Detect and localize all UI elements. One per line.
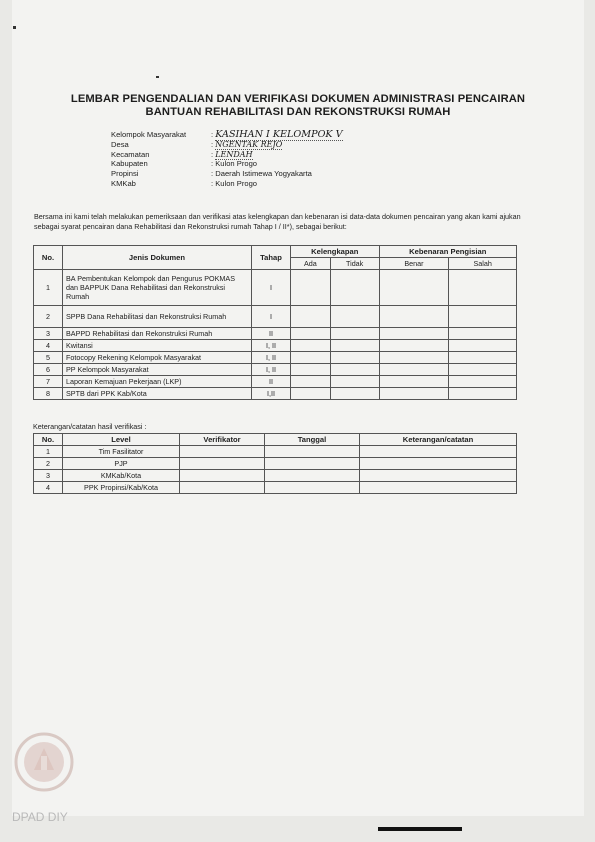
cell-keterangan xyxy=(360,470,517,482)
cell-benar xyxy=(379,376,449,388)
document-page xyxy=(12,0,584,816)
table-row xyxy=(34,306,517,328)
table-row xyxy=(34,328,517,340)
col-header-benar: Benar xyxy=(379,258,449,270)
cell-salah xyxy=(449,376,517,388)
cell-no: 2 xyxy=(34,306,63,328)
table-row xyxy=(34,388,517,400)
scan-speck xyxy=(156,76,159,78)
cell-document: Kwitansi xyxy=(63,340,252,352)
cell-salah xyxy=(449,306,517,328)
field-propinsi: Propinsi : Daerah Istimewa Yogyakarta xyxy=(111,169,312,179)
cell-tahap: I xyxy=(252,306,291,328)
verification-notes-table xyxy=(33,433,517,494)
col-header-verifikator: Verifikator xyxy=(180,434,265,446)
cell-no: 5 xyxy=(34,352,63,364)
cell-tahap: II xyxy=(252,328,291,340)
cell-verifikator xyxy=(180,446,265,458)
cell-document: PP Kelompok Masyarakat xyxy=(63,364,252,376)
cell-ada xyxy=(291,328,331,340)
cell-document: Laporan Kemajuan Pekerjaan (LKP) xyxy=(63,376,252,388)
col-header-no: No. xyxy=(34,246,63,270)
identity-fields xyxy=(111,130,343,189)
table-row xyxy=(34,458,517,470)
cell-no: 8 xyxy=(34,388,63,400)
scan-mark xyxy=(378,827,462,831)
col-header-jenis: Jenis Dokumen xyxy=(63,246,252,270)
cell-no: 4 xyxy=(34,482,63,494)
field-value-handwritten: LENDAH xyxy=(215,149,253,159)
scan-speck xyxy=(13,26,16,29)
col-header-keterangan: Keterangan/catatan xyxy=(360,434,517,446)
col-header-ada: Ada xyxy=(291,258,331,270)
field-desa: Desa : NGENTAK REJO xyxy=(111,139,283,149)
cell-tidak xyxy=(330,328,379,340)
cell-keterangan xyxy=(360,446,517,458)
cell-benar xyxy=(379,364,449,376)
cell-tahap: I xyxy=(252,270,291,306)
field-kecamatan: Kecamatan : LENDAH xyxy=(111,149,253,159)
cell-tanggal xyxy=(265,482,360,494)
field-label: KMKab xyxy=(111,178,136,188)
field-kmkab: KMKab : Kulon Progo xyxy=(111,178,258,188)
col-header-level: Level xyxy=(63,434,180,446)
table-row xyxy=(34,446,517,458)
cell-verifikator xyxy=(180,458,265,470)
cell-tahap: I, II xyxy=(252,364,291,376)
cell-tidak xyxy=(330,352,379,364)
cell-salah xyxy=(449,328,517,340)
col-header-tahap: Tahap xyxy=(252,246,291,270)
title-line-1: LEMBAR PENGENDALIAN DAN VERIFIKASI DOKUMEN ADMINISTRASI PENCAIRAN xyxy=(70,93,526,105)
field-kabupaten: Kabupaten : Kulon Progo xyxy=(111,159,258,169)
cell-ada xyxy=(291,270,331,306)
cell-verifikator xyxy=(180,470,265,482)
cell-level: PPK Propinsi/Kab/Kota xyxy=(63,482,180,494)
cell-document: BAPPD Rehabilitasi dan Rekonstruksi Rumah xyxy=(63,328,252,340)
cell-benar xyxy=(379,388,449,400)
cell-salah xyxy=(449,364,517,376)
table-row xyxy=(34,470,517,482)
cell-ada xyxy=(291,376,331,388)
cell-no: 1 xyxy=(34,446,63,458)
cell-document: SPPB Dana Rehabilitasi dan Rekonstruksi Rumah xyxy=(63,306,252,328)
cell-no: 4 xyxy=(34,340,63,352)
field-value: Daerah Istimewa Yogyakarta xyxy=(215,169,312,179)
cell-document: BA Pembentukan Kelompok dan Pengurus POKMAS dan BAPPUK Dana Rehabilitasi dan Rekonstruksi Rumah xyxy=(63,270,252,306)
col-header-no: No. xyxy=(34,434,63,446)
cell-tanggal xyxy=(265,446,360,458)
cell-benar xyxy=(379,352,449,364)
table-row xyxy=(34,352,517,364)
cell-tahap: I, II xyxy=(252,352,291,364)
cell-no: 6 xyxy=(34,364,63,376)
title-line-2: BANTUAN REHABILITASI DAN REKONSTRUKSI RUMAH xyxy=(145,106,451,118)
cell-keterangan xyxy=(360,458,517,470)
cell-tahap: I,II xyxy=(252,388,291,400)
cell-tanggal xyxy=(265,458,360,470)
field-value: Kulon Progo xyxy=(215,178,258,188)
col-header-tidak: Tidak xyxy=(330,258,379,270)
field-label: Kecamatan xyxy=(111,149,150,159)
table-row xyxy=(34,340,517,352)
field-value: Kulon Progo xyxy=(215,159,258,169)
cell-tidak xyxy=(330,270,379,306)
cell-salah xyxy=(449,388,517,400)
field-value-handwritten: NGENTAK REJO xyxy=(215,139,283,149)
cell-tidak xyxy=(330,388,379,400)
cell-ada xyxy=(291,352,331,364)
cell-ada xyxy=(291,306,331,328)
cell-salah xyxy=(449,270,517,306)
cell-keterangan xyxy=(360,482,517,494)
table-row xyxy=(34,482,517,494)
document-title xyxy=(12,93,584,119)
table-row xyxy=(34,364,517,376)
cell-tidak xyxy=(330,306,379,328)
field-label: Kelompok Masyarakat xyxy=(111,130,187,139)
table-row xyxy=(34,270,517,306)
cell-document: Fotocopy Rekening Kelompok Masyarakat xyxy=(63,352,252,364)
cell-no: 2 xyxy=(34,458,63,470)
cell-verifikator xyxy=(180,482,265,494)
col-header-tanggal: Tanggal xyxy=(265,434,360,446)
field-label: Propinsi xyxy=(111,169,139,179)
cell-benar xyxy=(379,328,449,340)
cell-ada xyxy=(291,388,331,400)
col-header-salah: Salah xyxy=(449,258,517,270)
cell-salah xyxy=(449,352,517,364)
field-value-handwritten: KASIHAN I KELOMPOK V xyxy=(215,129,343,140)
cell-document: SPTB dari PPK Kab/Kota xyxy=(63,388,252,400)
verification-notes-caption: Keterangan/catatan hasil verifikasi : xyxy=(33,422,147,431)
cell-tidak xyxy=(330,340,379,352)
cell-no: 3 xyxy=(34,470,63,482)
document-checklist-table xyxy=(33,245,517,400)
cell-benar xyxy=(379,270,449,306)
cell-benar xyxy=(379,306,449,328)
table-row xyxy=(34,376,517,388)
cell-tanggal xyxy=(265,470,360,482)
cell-benar xyxy=(379,340,449,352)
field-label: Desa xyxy=(111,139,129,149)
field-kelompok: Kelompok Masyarakat : KASIHAN I KELOMPOK V xyxy=(111,129,343,140)
intro-paragraph: Bersama ini kami telah melakukan pemeriksaan dan verifikasi atas kelengkapan dan kebenaran isi data-data dokumen pencairan yang akan kami ajukan sebagai syarat pencairan dana Rehabilitasi dan Rekonstruksi rumah Tahap I / II*), sebagai berikut: xyxy=(34,212,521,231)
cell-ada xyxy=(291,364,331,376)
cell-ada xyxy=(291,340,331,352)
cell-no: 3 xyxy=(34,328,63,340)
cell-level: KMKab/Kota xyxy=(63,470,180,482)
cell-tahap: I, II xyxy=(252,340,291,352)
cell-level: Tim Fasilitator xyxy=(63,446,180,458)
cell-tahap: II xyxy=(252,376,291,388)
dpad-seal-logo xyxy=(12,730,76,794)
watermark-text: DPAD DIY xyxy=(12,810,68,824)
field-label: Kabupaten xyxy=(111,159,148,169)
cell-no: 1 xyxy=(34,270,63,306)
cell-no: 7 xyxy=(34,376,63,388)
cell-tidak xyxy=(330,376,379,388)
col-header-kebenaran: Kebenaran Pengisian xyxy=(379,246,516,258)
col-header-kelengkapan: Kelengkapan xyxy=(291,246,380,258)
cell-salah xyxy=(449,340,517,352)
cell-tidak xyxy=(330,364,379,376)
cell-level: PJP xyxy=(63,458,180,470)
